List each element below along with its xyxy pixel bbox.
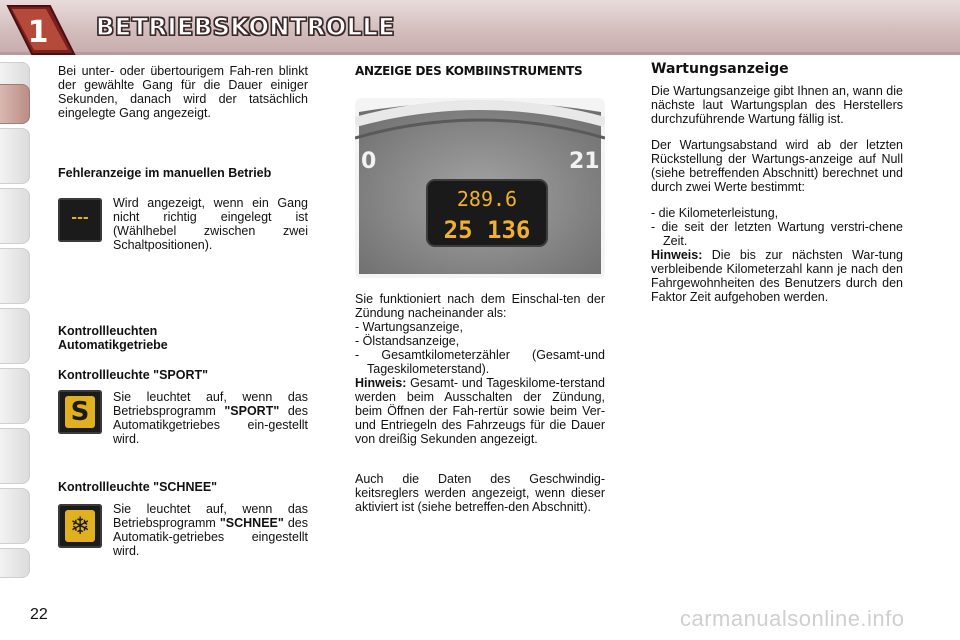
page-number: 22 [30, 606, 48, 623]
service-heading: Wartungsanzeige [651, 61, 789, 77]
side-tab-5[interactable] [0, 308, 30, 364]
instrument-cluster-image [355, 98, 605, 278]
chapter-number: 1 [27, 15, 49, 50]
service-p2: Der Wartungsabstand wird ab der letzten Rückstellung der Wartungs-anzeige auf Null (siehe betreffenden Abschnitt) berechnet und durch zwei Werte bestimmt: [651, 138, 903, 194]
side-tab-7[interactable] [0, 428, 30, 484]
auto-heading: Kontrollleuchten Automatikgetriebe [58, 324, 168, 352]
sport-heading: Kontrollleuchte "SPORT" [58, 368, 209, 382]
cluster-heading: ANZEIGE DES KOMBIINSTRUMENTS [355, 64, 583, 78]
schnee-heading: Kontrollleuchte "SCHNEE" [58, 480, 218, 494]
dial-right-label: 21 [569, 149, 600, 174]
snowflake-glyph: ❄ [65, 510, 95, 542]
side-tab-active[interactable] [0, 84, 30, 124]
sport-text: Sie leuchtet auf, wenn das Betriebsprogramm "SPORT" des Automatikgetriebes ein-gestellt wird. [113, 390, 308, 446]
dial-left-label: 0 [361, 149, 377, 174]
schnee-text: Sie leuchtet auf, wenn das Betriebsprogramm "SCHNEE" des Automatik-getriebes eingestellt wird. [113, 502, 308, 558]
service-p1: Die Wartungsanzeige gibt Ihnen an, wann die nächste laut Wartungsplan des Herstellers durchzuführende Wartung fällig ist. [651, 84, 903, 126]
page-title: BETRIEBSKONTROLLE [96, 13, 396, 41]
gear-fault-glyph: --- [71, 210, 89, 226]
display-trip: 289.6 [456, 187, 518, 211]
gear-fault-icon [58, 198, 102, 242]
fault-heading: Fehleranzeige im manuellen Betrieb [58, 166, 272, 180]
list-item: - die Kilometerleistung, [651, 206, 779, 220]
snow-indicator-icon [58, 504, 102, 548]
cluster-intro: Sie funktioniert nach dem Einschal-ten der Zündung nacheinander als: [355, 292, 605, 320]
fault-text: Wird angezeigt, wenn ein Gang nicht richtig eingelegt ist (Wählhebel zwischen zwei Schaltpositionen). [113, 196, 308, 252]
service-hint: Hinweis: Die bis zur nächsten War-tung verbleibende Kilometerzahl kann je nach den Fahrgewohnheiten des Benutzers durch den Faktor Zeit aufgehoben werden. [651, 248, 903, 304]
side-tab-6[interactable] [0, 368, 30, 424]
side-tab-8[interactable] [0, 488, 30, 544]
sport-glyph: S [65, 396, 95, 428]
service-criteria-list [651, 206, 903, 248]
display-odometer: 25 136 [443, 216, 531, 244]
side-tab-3[interactable] [0, 188, 30, 244]
list-item: - Ölstandsanzeige, [355, 334, 460, 348]
list-item: - Gesamtkilometerzähler (Gesamt-und Tageskilometerstand). [355, 348, 605, 376]
header-divider [0, 52, 960, 55]
side-tab-2[interactable] [0, 128, 30, 184]
list-item: - Wartungsanzeige, [355, 320, 463, 334]
cluster-function-list [355, 320, 605, 376]
side-tab-9[interactable] [0, 548, 30, 578]
list-item: - die seit der letzten Wartung verstri-chene Zeit. [651, 220, 903, 248]
sport-indicator-icon [58, 390, 102, 434]
side-tab-4[interactable] [0, 248, 30, 304]
cluster-hint: Hinweis: Gesamt- und Tageskilome-terstand werden beim Ausschalten der Zündung, beim Öffnen der Fah-rertür sowie beim Ver- und Entriegeln des Fahrzeugs für die Dauer von dreißig Sekunden angezeigt. [355, 376, 605, 446]
chapter-badge-icon [6, 4, 76, 56]
watermark: carmanualsonline.info [680, 606, 905, 631]
col1-intro: Bei unter- oder übertourigem Fah-ren blinkt der gewählte Gang für die Dauer einiger Sekunden, danach wird der tatsächlich eingelegte Gang angezeigt. [58, 64, 308, 120]
cruise-control-text: Auch die Daten des Geschwindig-keitsreglers werden angezeigt, wenn dieser aktiviert ist (siehe betreffen-den Abschnitt). [355, 472, 605, 514]
